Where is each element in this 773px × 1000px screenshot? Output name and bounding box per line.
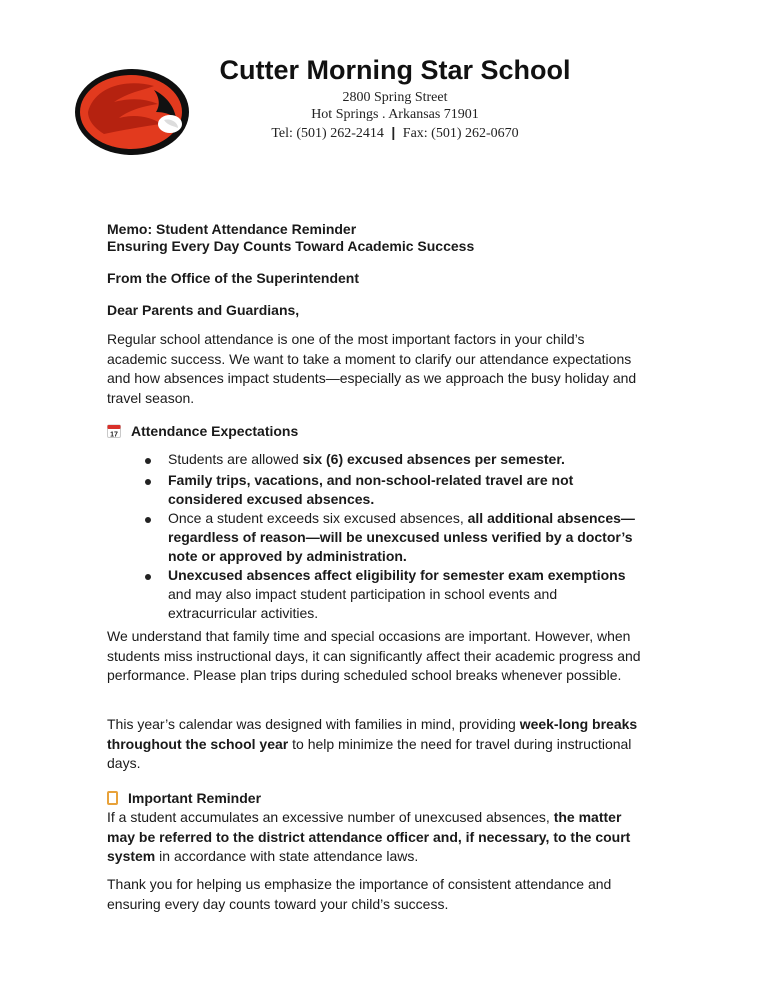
family-time-paragraph: We understand that family time and special occasions are important. However, when students miss instructional days, it can significantly affect their academic progress and performance. Please plan trips during scheduled school breaks whenever possible.	[107, 628, 641, 683]
intro-paragraph: Regular school attendance is one of the most important factors in your child’s academic success. We want to take a moment to clarify our attendance expectations and how absences impact students—especially as we approach the busy holiday and travel season.	[107, 331, 637, 406]
attendance-rules-list	[145, 450, 645, 623]
city-address: Hot Springs . Arkansas 71901	[311, 107, 479, 122]
notepad-icon	[107, 791, 118, 805]
section-title: Important Reminder	[128, 790, 262, 806]
fax-number: Fax: (501) 262-0670	[402, 126, 519, 141]
greeting: Dear Parents and Guardians,	[107, 302, 300, 318]
closing-paragraph: Thank you for helping us emphasize the importance of consistent attendance and ensuring every day counts toward your child’s success.	[107, 876, 612, 912]
reminder-paragraph: If a student accumulates an excessive number of unexcused absences, the matter may be referred to the district attendance officer and, if necessary, to the court system in accordance with state attendance laws.	[107, 809, 631, 864]
attendance-expectations-heading	[107, 423, 298, 439]
calendar-icon	[107, 424, 121, 438]
list-item: Once a student exceeds six excused absences, all additional absences—regardless of reason—will be unexcused unless verified by a doctor’s note or approved by administration.	[145, 509, 645, 566]
calendar-icon-day: 17	[110, 431, 118, 438]
memo-title: Memo: Student Attendance Reminder	[107, 221, 357, 237]
memo-subtitle: Ensuring Every Day Counts Toward Academic Success	[107, 238, 475, 254]
important-reminder-heading	[107, 790, 261, 806]
list-item: Unexcused absences affect eligibility for semester exam exemptions and may also impact student participation in school events and extracurricular activities.	[145, 566, 645, 623]
calendar-paragraph: This year’s calendar was designed with families in mind, providing week-long breaks throughout the school year to help minimize the need for travel during instructional days.	[107, 716, 638, 771]
contact-line	[180, 124, 610, 142]
contact-divider: |	[391, 124, 396, 140]
list-item: Family trips, vacations, and non-school-related travel are not considered excused absences.	[145, 471, 645, 509]
school-name: Cutter Morning Star School	[219, 55, 571, 85]
section-title: Attendance Expectations	[131, 423, 299, 439]
phone-number: Tel: (501) 262-2414	[271, 126, 384, 141]
memo-from: From the Office of the Superintendent	[107, 270, 360, 286]
street-address: 2800 Spring Street	[342, 90, 448, 105]
eagle-logo	[74, 68, 192, 156]
list-item: Students are allowed six (6) excused absences per semester.	[145, 450, 645, 469]
